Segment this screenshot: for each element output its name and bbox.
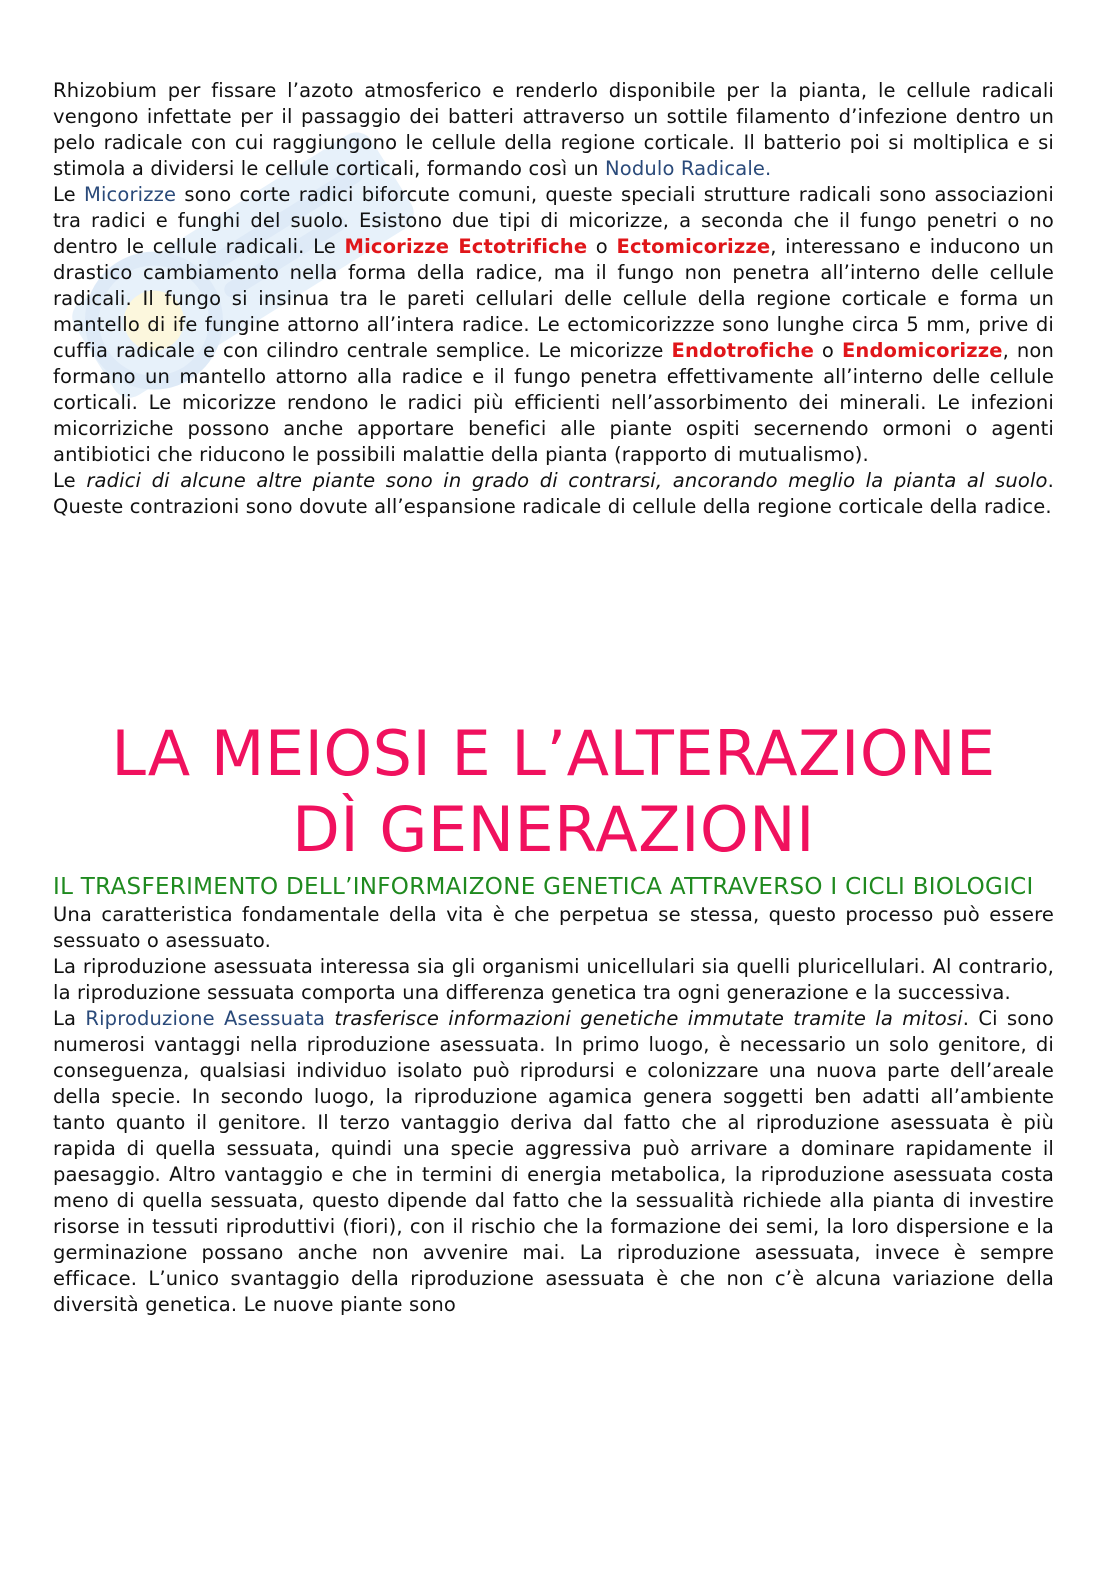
paragraph-micorizze: Le Micorizze sono corte radici biforcute comuni, queste speciali strutture radicali sono associazioni tra radici e funghi del suolo. Esistono due tipi di micorizze, a seconda che il fungo penetri o no dentro le cellule radicali. Le Micorizze Ectotrifiche o Ectomicorizze, interessano e inducono un drastico cambiamento nella forma della radice, ma il fungo non penetra all’interno delle cellule radicali. Il fungo si insinua tra le pareti cellulari delle cellule della regione corticale e forma un mantello di ife fungine attorno all’intera radice. Le ectomicorizzze sono lunghe circa 5 mm, prive di cuffia radicale e con cilindro centrale semplice. Le micorizze Endotrofiche o Endomicorizze, non formano un mantello attorno alla radice e il fungo penetra effettivamente all’interno delle cellule corticali. Le micorizze rendono le radici più efficienti nell’assorbimento dei minerali. Le infezioni micorriziche possono anche apportare benefici alle piante ospiti secernendo ormoni o agenti antibiotici che riducono le possibili malattie della pianta (rapporto di mutualismo). [53, 183, 1055, 466]
term-endomicorizze: Endomicorizze [841, 339, 1003, 362]
paragraph-caratteristica: Una caratteristica fondamentale della vita è che perpetua se stessa, questo processo può essere sessuato o asessuato. [53, 903, 1054, 952]
section-title: LA MEIOSI E L’ALTERAZIONE DÌ GENERAZIONI [111, 717, 996, 866]
paragraph-riproduzione-asessuata: La Riproduzione Asessuata trasferisce informazioni genetiche immutate tramite la mitosi. Ci sono numerosi vantaggi nella riproduzione asessuata. In primo luogo, è necessario un solo genitore, di conseguenza, qualsiasi individuo isolato può riprodursi e colonizzare una nuova parte dell’areale della specie. In secondo luogo, la riproduzione agamica genera soggetti ben adatti all’ambiente tanto quanto il genitore. Il terzo vantaggio deriva dal fatto che al riproduzione asessuata è più rapida di quella sessuata, quindi una specie aggressiva può arrivare a dominare rapidamente il paesaggio. Altro vantaggio e che in termini di energia metabolica, la riproduzione asessuata costa meno di quella sessuata, questo dipende dal fatto che la sessualità richiede alla pianta di investire risorse in tessuti riproduttivi (fiori), con il rischio che la formazione dei semi, la loro dispersione e la germinazione possano anche non avvenire mai. La riproduzione asessuata, invece è sempre efficace. L’unico svantaggio della riproduzione asessuata è che non c’è alcuna variazione della diversità genetica. Le nuove piante sono [53, 1007, 1054, 1316]
term-endotrofiche: Endotrofiche [671, 339, 815, 362]
term-micorizze: Micorizze [84, 183, 177, 206]
paragraph-riproduzione-intro: La riproduzione asessuata interessa sia gli organismi unicellulari sia quelli pluricellulari. Al contrario, la riproduzione sessuata comporta una differenza genetica tra ogni generazione e la successiva. [53, 955, 1054, 1004]
paragraph-rhizobium: Rhizobium per fissare l’azoto atmosferico e renderlo disponibile per la pianta, le cellule radicali vengono infettate per il passaggio dei batteri attraverso un sottile filamento d’infezione dentro un pelo radicale con cui raggiungono le cellule della regione corticale. Il batterio poi si moltiplica e si stimola a dividersi le cellule corticali, formando così un Nodulo Radicale. [53, 79, 1054, 180]
term-ectomicorizze: Ectomicorizze [616, 235, 771, 258]
term-micorizze-ectotrifiche: Micorizze Ectotrifiche [344, 235, 588, 258]
term-riproduzione-asessuata: Riproduzione Asessuata [85, 1007, 326, 1030]
section-spacer [53, 520, 1054, 716]
italic-radici-contrarsi: radici di alcune altre piante sono in grado di contrarsi, ancorando meglio la pianta al suolo [86, 469, 1048, 492]
italic-mitosi: trasferisce informazioni genetiche immutate tramite la mitosi [334, 1007, 963, 1030]
term-nodulo-radicale: Nodulo Radicale. [605, 157, 772, 180]
section-subtitle: IL TRASFERIMENTO DELL’INFORMAIZONE GENETICA ATTRAVERSO I CICLI BIOLOGICI [53, 874, 1034, 900]
paragraph-contrazioni: Le radici di alcune altre piante sono in grado di contrarsi, ancorando meglio la pianta al suolo. Queste contrazioni sono dovute all’espansione radicale di cellule della regione corticale della radice. [53, 469, 1054, 518]
page-content [53, 78, 1054, 1318]
